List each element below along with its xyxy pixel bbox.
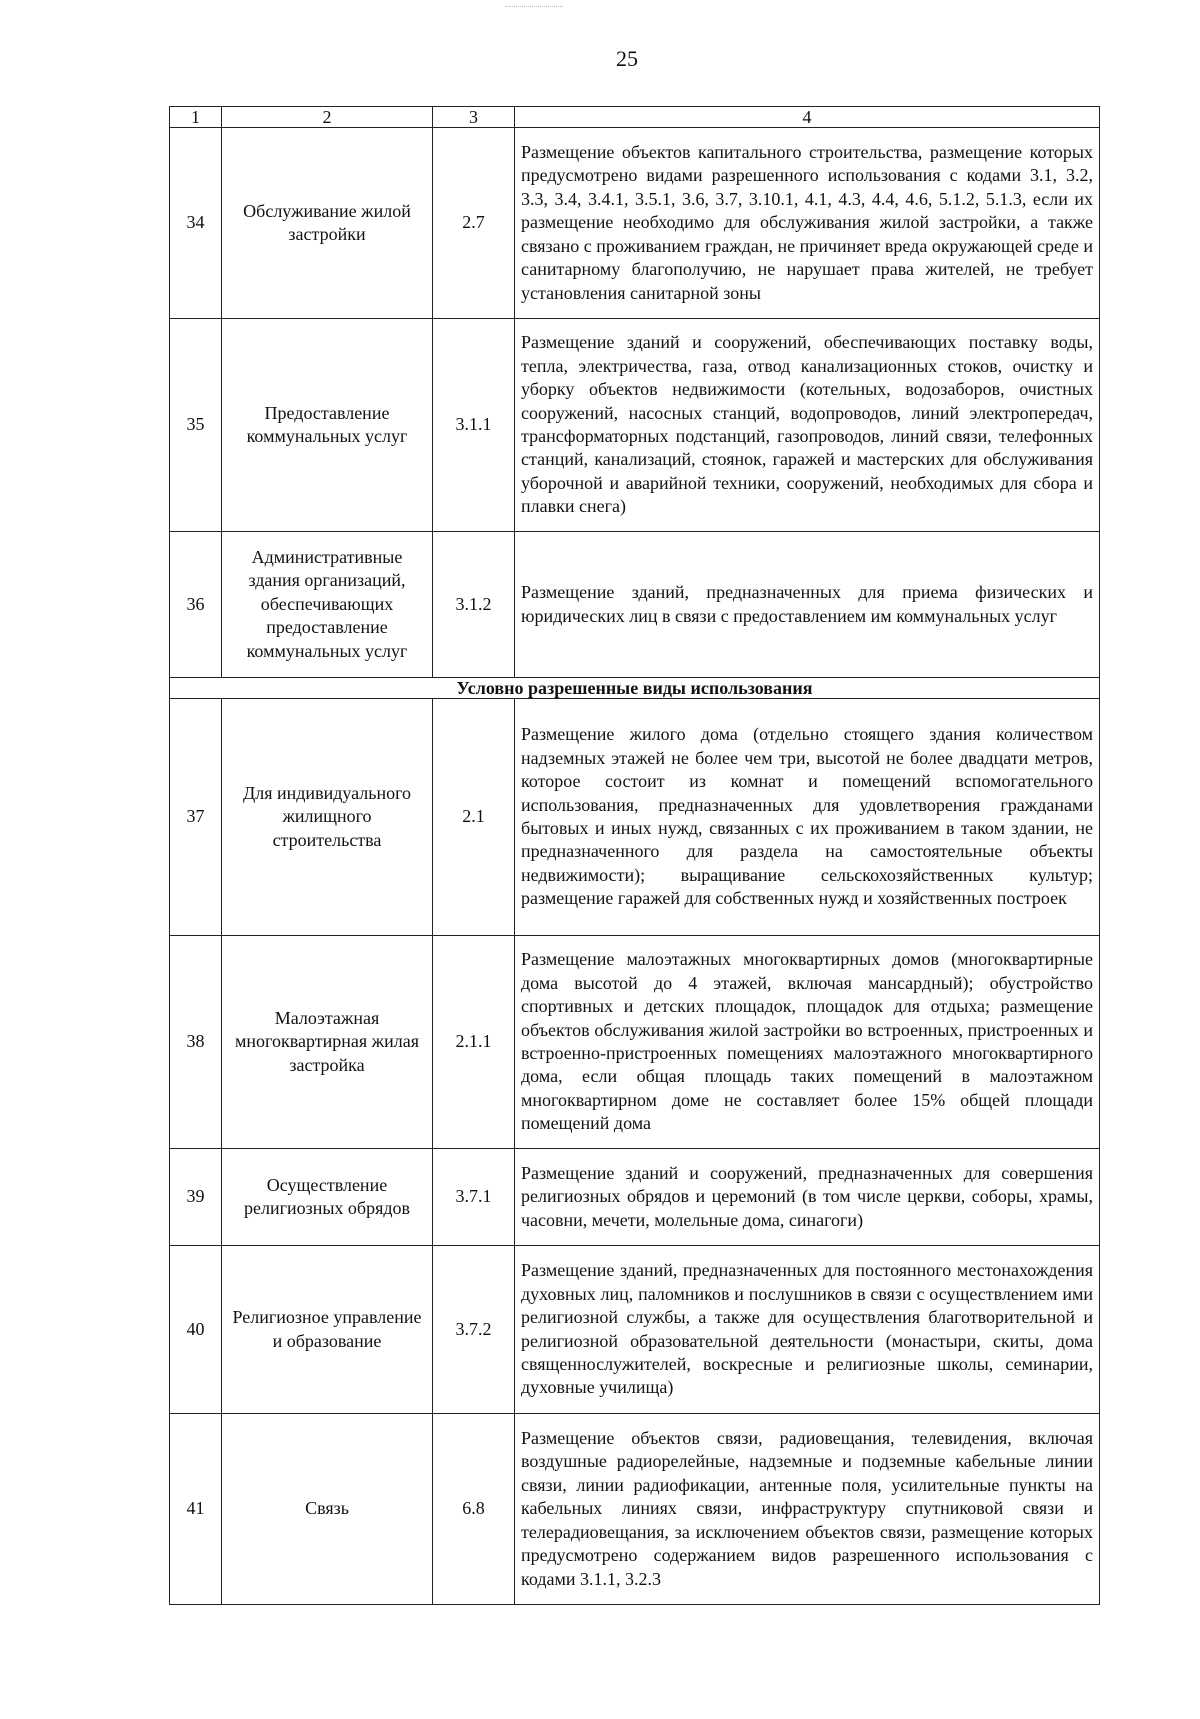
use-type-description: Размещение зданий и сооружений, предназначенных для совершения религиозных обрядов и церемоний (в том числе церкви, соборы, храмы, часовни, мечети, молельные дома, синагоги) [515,1149,1100,1246]
use-type-code: 2.1.1 [433,936,515,1149]
use-type-description: Размещение зданий и сооружений, обеспечивающих поставку воды, тепла, электричества, газа, отвод канализационных стоков, очистку и уборку объектов недвижимости (котельных, водозаборов, очистных сооружений, насосных станций, водопроводов, линий электропередач, трансформаторных подстанций, газопроводов, линий связи, телефонных станций, канализаций, стоянок, гаражей и мастерских для обслуживания уборочной и аварийной техники, сооружений, необходимых для сбора и плавки снега) [515,319,1100,532]
use-type-name: Религиозное управление и образование [222,1246,433,1414]
use-type-code: 3.1.1 [433,319,515,532]
use-type-description: Размещение малоэтажных многоквартирных домов (многоквартирные дома высотой до 4 этажей, включая мансардный); обустройство спортивных и детских площадок, площадок для отдыха; размещение объектов обслуживания жилой застройки во встроенных, пристроенных и встроенно-пристроенных помещениях малоэтажного многоквартирного дома, если общая площадь таких помещений в малоэтажном многоквартирном доме не составляет более 15% общей площади помещений дома [515,936,1100,1149]
use-type-name: Осуществление религиозных обрядов [222,1149,433,1246]
row-number: 41 [170,1414,222,1605]
section-title: Условно разрешенные виды использования [170,678,1100,699]
row-number: 36 [170,532,222,678]
use-type-code: 2.7 [433,128,515,319]
use-type-name: Малоэтажная многоквартирная жилая застройка [222,936,433,1149]
table-row [170,1149,1100,1246]
table-row [170,1414,1100,1605]
use-type-name: Обслуживание жилой застройки [222,128,433,319]
use-type-description: Размещение зданий, предназначенных для приема физических и юридических лиц в связи с предоставлением им коммунальных услуг [515,532,1100,678]
use-type-name: Предоставление коммунальных услуг [222,319,433,532]
row-number: 40 [170,1246,222,1414]
row-number: 39 [170,1149,222,1246]
use-type-name: Связь [222,1414,433,1605]
column-header-name: 2 [222,107,433,128]
column-header-description: 4 [515,107,1100,128]
table-row [170,936,1100,1149]
use-type-code: 6.8 [433,1414,515,1605]
use-type-code: 3.7.1 [433,1149,515,1246]
table-row [170,1246,1100,1414]
use-type-description: Размещение зданий, предназначенных для постоянного местонахождения духовных лиц, паломников и послушников в связи с осуществлением ими религиозной службы, а также для осуществления благотворительной и религиозной образовательной деятельности (монастыри, скиты, дома священнослужителей, воскресные и религиозные школы, семинарии, духовные училища) [515,1246,1100,1414]
land-use-table [169,106,1100,1605]
scan-artifact [505,6,563,7]
page-number: 25 [616,46,638,71]
use-type-description: Размещение объектов капитального строительства, размещение которых предусмотрено видами разрешенного использования с кодами 3.1, 3.2, 3.3, 3.4, 3.4.1, 3.5.1, 3.6, 3.7, 3.10.1, 4.1, 4.3, 4.4, 4.6, 5.1.2, 5.1.3, если их размещение необходимо для обслуживания жилой застройки, а также связано с проживанием граждан, не причиняет вреда окружающей среде и санитарному благополучию, не нарушает права жителей, не требует установления санитарной зоны [515,128,1100,319]
row-number: 35 [170,319,222,532]
table-row [170,699,1100,936]
column-header-number: 1 [170,107,222,128]
column-header-code: 3 [433,107,515,128]
table-header-row [170,107,1100,128]
use-type-code: 2.1 [433,699,515,936]
table-row [170,319,1100,532]
use-type-description: Размещение объектов связи, радиовещания, телевидения, включая воздушные радиорелейные, надземные и подземные кабельные линии связи, линии радиофикации, антенные поля, усилительные пункты на кабельных линиях связи, инфраструктуру спутниковой связи и телерадиовещания, за исключением объектов связи, размещение которых предусмотрено содержанием видов разрешенного использования с кодами 3.1.1, 3.2.3 [515,1414,1100,1605]
use-type-code: 3.7.2 [433,1246,515,1414]
use-type-description: Размещение жилого дома (отдельно стоящего здания количеством надземных этажей не более чем три, высотой не более двадцати метров, которое состоит из комнат и помещений вспомогательного использования, предназначенных для удовлетворения гражданами бытовых и иных нужд, связанных с их проживанием в таком здании, не предназначенного для раздела на самостоятельные объекты недвижимости); выращивание сельскохозяйственных культур; размещение гаражей для собственных нужд и хозяйственных построек [515,699,1100,936]
row-number: 37 [170,699,222,936]
section-header-row [170,678,1100,699]
table-row [170,128,1100,319]
table-row [170,532,1100,678]
use-type-name: Административные здания организаций, обеспечивающих предоставление коммунальных услуг [222,532,433,678]
row-number: 38 [170,936,222,1149]
use-type-code: 3.1.2 [433,532,515,678]
row-number: 34 [170,128,222,319]
use-type-name: Для индивидуального жилищного строительства [222,699,433,936]
